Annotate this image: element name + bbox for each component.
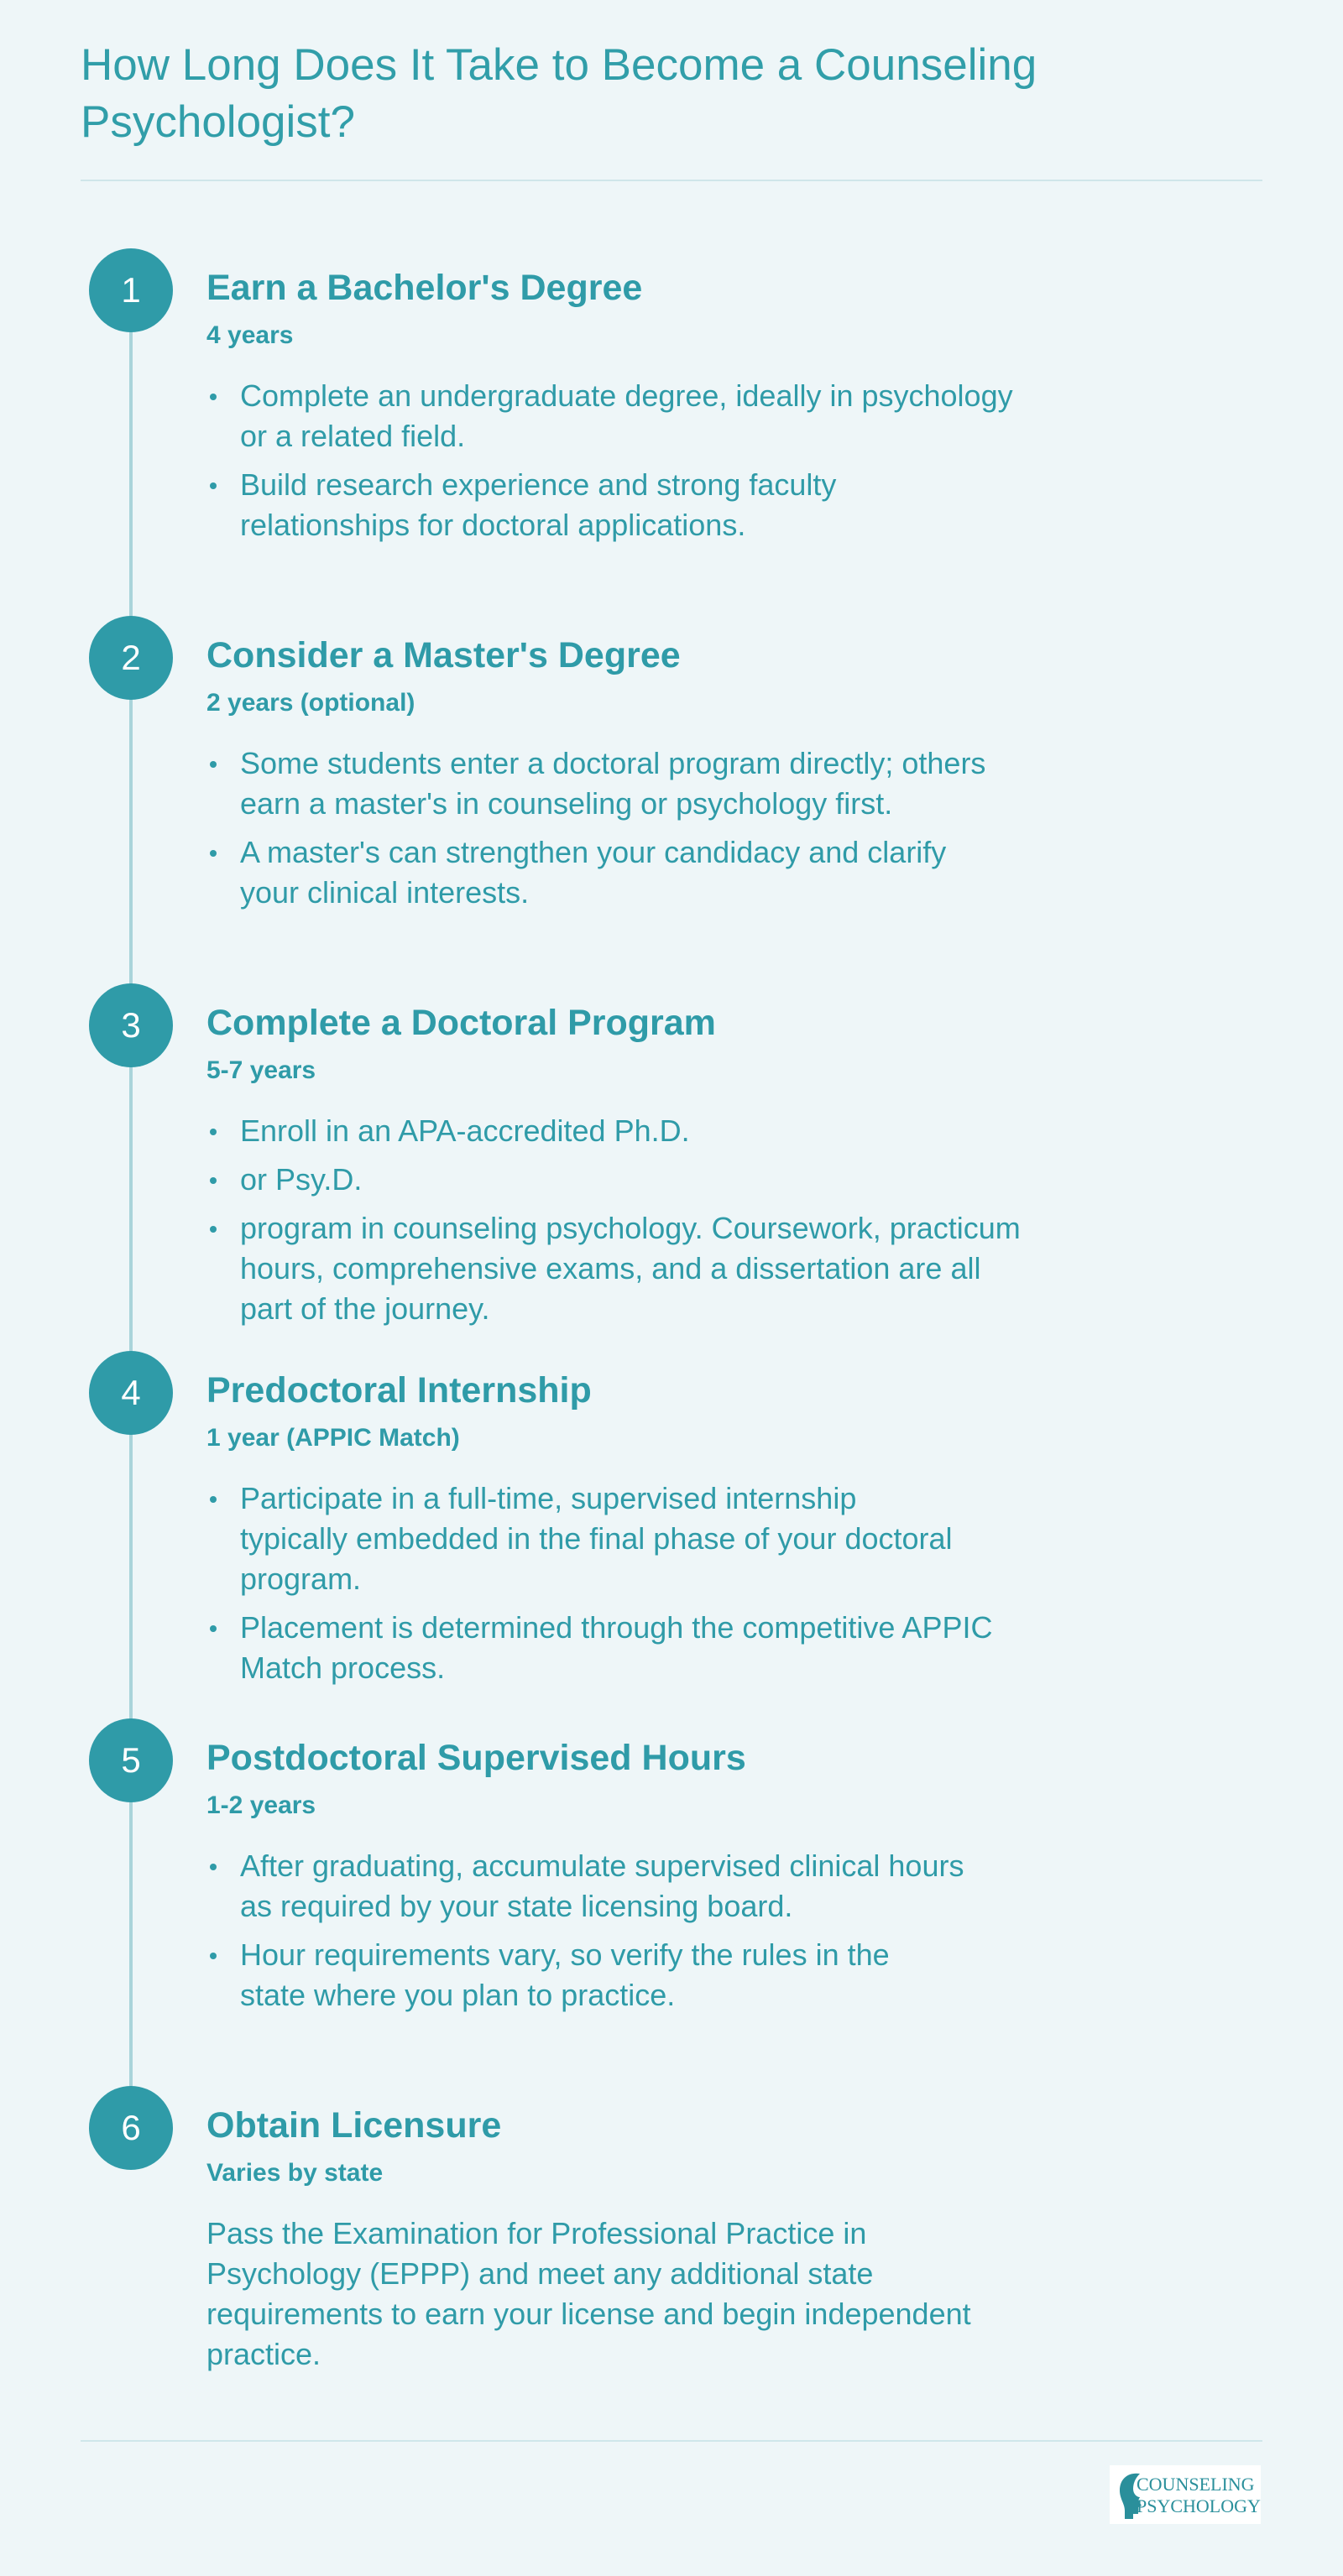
step-number-badge: 2 <box>89 616 173 700</box>
step-title: Consider a Master's Degree <box>206 635 681 675</box>
step-bullet-list <box>206 1846 1147 2015</box>
step-content <box>206 1000 1147 1338</box>
bullet-line: your clinical interests. <box>240 875 530 910</box>
infographic <box>81 0 1262 2576</box>
step-bullet <box>206 1111 1147 1151</box>
bullet-line: or a related field. <box>240 419 466 453</box>
step-content <box>206 633 1147 921</box>
step-bullet <box>206 1160 1147 1200</box>
top-divider <box>81 180 1262 181</box>
step-duration: 4 years <box>206 321 294 349</box>
step-title: Complete a Doctoral Program <box>206 1003 716 1043</box>
step-description <box>206 2214 1046 2375</box>
step-content <box>206 265 1147 554</box>
bullet-line: Hour requirements vary, so verify the rules in the <box>240 1937 890 1972</box>
step-bullet <box>206 376 1147 456</box>
bullet-line: typically embedded in the final phase of your doctoral <box>240 1521 953 1556</box>
step-bullet <box>206 743 1147 824</box>
step-bullet-list <box>206 1111 1147 1329</box>
bullet-line: Build research experience and strong faculty <box>240 467 837 502</box>
bullet-line: as required by your state licensing board. <box>240 1889 793 1923</box>
step-bullet <box>206 1608 1147 1688</box>
bullet-line: hours, comprehensive exams, and a dissertation are all <box>240 1251 981 1285</box>
bullet-line: state where you plan to practice. <box>240 1978 676 2012</box>
step-number-badge: 1 <box>89 248 173 332</box>
step-bullet <box>206 465 1147 545</box>
step-title: Earn a Bachelor's Degree <box>206 268 643 308</box>
paragraph-line: practice. <box>206 2337 321 2371</box>
step-title: Obtain Licensure <box>206 2105 502 2146</box>
step-duration: 5-7 years <box>206 1056 316 1084</box>
bullet-line: earn a master's in counseling or psychology first. <box>240 786 893 821</box>
bullet-line: After graduating, accumulate supervised clinical hours <box>240 1849 964 1883</box>
bottom-divider <box>81 2440 1262 2442</box>
brand-logo <box>1110 2465 1261 2524</box>
step-bullet <box>206 1846 1147 1927</box>
step-bullet-list <box>206 1478 1147 1688</box>
bullet-line: Placement is determined through the competitive APPIC <box>240 1610 993 1645</box>
bullet-line: Complete an undergraduate degree, ideally in psychology <box>240 378 1013 413</box>
bullet-line: Some students enter a doctoral program directly; others <box>240 746 986 780</box>
timeline-line <box>129 290 133 2128</box>
step-number-badge: 4 <box>89 1351 173 1435</box>
step-bullet <box>206 1478 1147 1599</box>
step-bullet <box>206 1208 1147 1329</box>
step-bullet-list <box>206 743 1147 913</box>
step-bullet <box>206 832 1147 913</box>
page-title: How Long Does It Take to Become a Counseling Psychologist? <box>81 40 1037 147</box>
paragraph-line: requirements to earn your license and begin independent <box>206 2297 971 2331</box>
step-bullet <box>206 1935 1147 2015</box>
step-number-badge: 3 <box>89 983 173 1067</box>
logo-text-bottom: PSYCHOLOGY <box>1137 2495 1261 2516</box>
paragraph-line: Psychology (EPPP) and meet any additional state <box>206 2256 874 2291</box>
step-title: Predoctoral Internship <box>206 1370 592 1411</box>
bullet-line: A master's can strengthen your candidacy and clarify <box>240 835 947 869</box>
bullet-line: or Psy.D. <box>240 1162 363 1197</box>
step-duration: 1 year (APPIC Match) <box>206 1424 460 1452</box>
step-number-badge: 6 <box>89 2086 173 2170</box>
step-duration: 1-2 years <box>206 1791 316 1819</box>
step-title: Postdoctoral Supervised Hours <box>206 1738 746 1778</box>
bullet-line: program in counseling psychology. Coursework, practicum <box>240 1211 1021 1245</box>
step-duration: 2 years (optional) <box>206 689 415 717</box>
step-content <box>206 1735 1147 2024</box>
bullet-line: relationships for doctoral applications. <box>240 508 746 542</box>
logo-text-top: COUNSELING <box>1137 2474 1255 2495</box>
bullet-line: Participate in a full-time, supervised internship <box>240 1481 857 1515</box>
bullet-line: Match process. <box>240 1650 446 1685</box>
bullet-line: part of the journey. <box>240 1291 490 1326</box>
bullet-line: Enroll in an APA-accredited Ph.D. <box>240 1113 690 1148</box>
step-content <box>206 1368 1147 1697</box>
step-bullet-list <box>206 376 1147 545</box>
step-duration: Varies by state <box>206 2159 384 2187</box>
step-content <box>206 2103 1147 2375</box>
step-number-badge: 5 <box>89 1718 173 1802</box>
paragraph-line: Pass the Examination for Professional Practice in <box>206 2216 867 2250</box>
bullet-line: program. <box>240 1562 362 1596</box>
